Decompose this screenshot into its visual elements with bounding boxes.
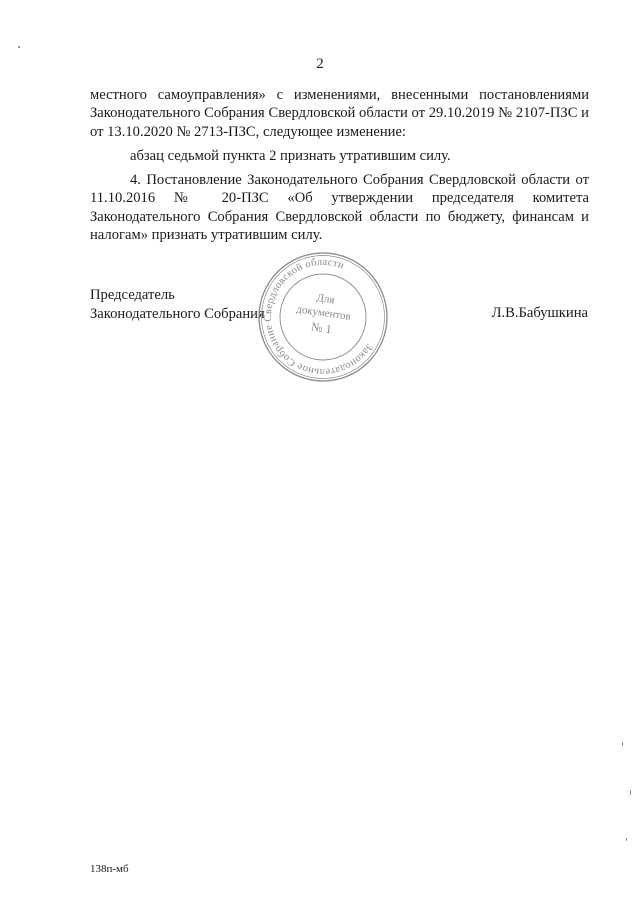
scan-speck bbox=[626, 838, 627, 841]
paragraph-amendment-continuation: местного самоуправления» с изменениями, внесенными постановлениями Законодательного Собрания Свердловской области от 29.10.2019 № 2107-ПЗС и от 13.10.2020 № 2713-ПЗС, следующее изменение: bbox=[90, 87, 589, 140]
paragraph-item-4: 4. Постановление Законодательного Собрания Свердловской области от 11.10.2016 № 20-ПЗС «Об утверждении председателя комитета Законодательного Собрания Свердловской области по бюджету, финансам и налогам» признать утратившим силу. bbox=[90, 172, 589, 243]
signer-title bbox=[90, 286, 265, 323]
stamp-center-line-1: Для bbox=[315, 291, 336, 307]
signer-title-line-2: Законодательного Собрания bbox=[90, 305, 265, 322]
stamp-center-line-3: № 1 bbox=[310, 319, 333, 337]
signer-title-line-1: Председатель bbox=[90, 287, 175, 303]
scan-speck bbox=[18, 46, 20, 48]
page-number: 2 bbox=[316, 56, 324, 72]
paragraph-amendment-item: абзац седьмой пункта 2 признать утратившим силу. bbox=[130, 148, 451, 164]
stamp-center-line-2: документов bbox=[295, 303, 352, 323]
official-stamp bbox=[256, 250, 390, 384]
scan-speck bbox=[622, 742, 623, 746]
signer-name: Л.В.Бабушкина bbox=[491, 305, 588, 321]
scan-speck bbox=[630, 790, 631, 795]
stamp-ring-text: Законодательное Собрание Свердловской области bbox=[262, 256, 375, 378]
document-code: 138п-мб bbox=[90, 863, 129, 875]
